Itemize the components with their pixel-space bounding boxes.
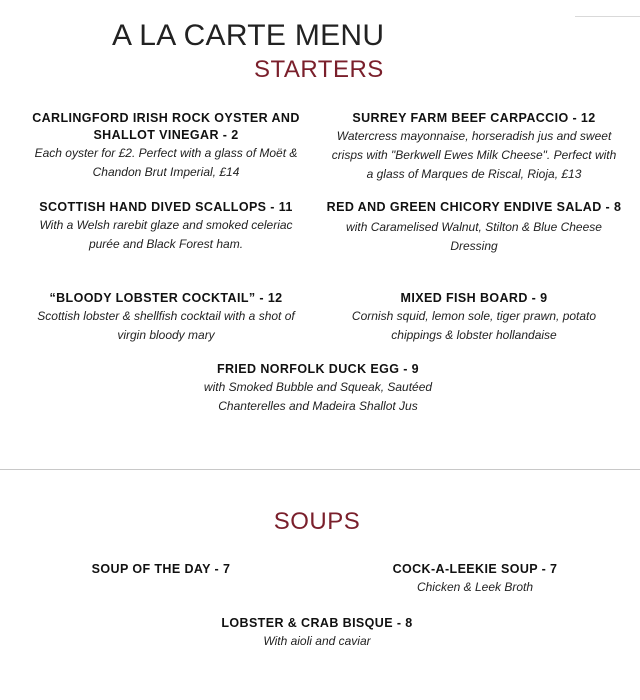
dish-name: FRIED NORFOLK DUCK EGG - 9: [216, 362, 420, 376]
starter-item-scallops: [16, 199, 316, 254]
dish-name: COCK-A-LEEKIE SOUP - 7: [392, 562, 558, 576]
dish-name: SCOTTISH HAND DIVED SCALLOPS - 11: [39, 200, 293, 214]
dish-name: RED AND GREEN CHICORY ENDIVE SALAD - 8: [326, 200, 622, 214]
dish-description: Watercress mayonnaise, horseradish jus and sweet crisps with "Berkwell Ewes Milk Cheese". Perfect with a glass of Marques de Riscal, Rioja, £13: [331, 129, 617, 181]
soup-item-cock-a-leekie: [330, 561, 620, 597]
starter-item-fish-board: [324, 290, 624, 345]
menu-title: A LA CARTE MENU: [112, 19, 385, 52]
section-divider: [0, 469, 640, 470]
dish-description: Chicken & Leek Broth: [416, 580, 534, 594]
dish-name: CARLINGFORD IRISH ROCK OYSTER AND SHALLOT VINEGAR - 2: [32, 111, 300, 142]
soups-heading: SOUPS: [273, 508, 361, 535]
dish-description: With a Welsh rarebit glaze and smoked celeriac purée and Black Forest ham.: [39, 218, 293, 251]
soup-item-soup-of-the-day: [16, 561, 306, 578]
dish-description: with Smoked Bubble and Squeak, Sautéed Chanterelles and Madeira Shallot Jus: [203, 380, 433, 413]
starter-item-oyster: [16, 110, 316, 182]
starter-item-duck-egg: [168, 361, 468, 416]
dish-name: LOBSTER & CRAB BISQUE - 8: [221, 616, 413, 630]
dish-description: Cornish squid, lemon sole, tiger prawn, potato chippings & lobster hollandaise: [351, 309, 597, 342]
starters-heading: STARTERS: [254, 56, 384, 83]
top-right-rule: [575, 16, 640, 17]
dish-name: SURREY FARM BEEF CARPACCIO - 12: [352, 111, 596, 125]
dish-description: with Caramelised Walnut, Stilton & Blue Cheese Dressing: [346, 220, 602, 253]
dish-name: “BLOODY LOBSTER COCKTAIL” - 12: [49, 291, 283, 305]
starter-item-beef-carpaccio: [324, 110, 624, 184]
starter-item-bloody-lobster: [16, 290, 316, 345]
starter-item-chicory-salad: [324, 199, 624, 256]
dish-description: Each oyster for £2. Perfect with a glass of Moët & Chandon Brut Imperial, £14: [34, 146, 298, 179]
dish-description: With aioli and caviar: [263, 634, 371, 648]
dish-name: MIXED FISH BOARD - 9: [400, 291, 548, 305]
soup-item-lobster-bisque: [167, 615, 467, 651]
dish-description: Scottish lobster & shellfish cocktail with a shot of virgin bloody mary: [37, 309, 295, 342]
dish-name: SOUP OF THE DAY - 7: [91, 562, 231, 576]
